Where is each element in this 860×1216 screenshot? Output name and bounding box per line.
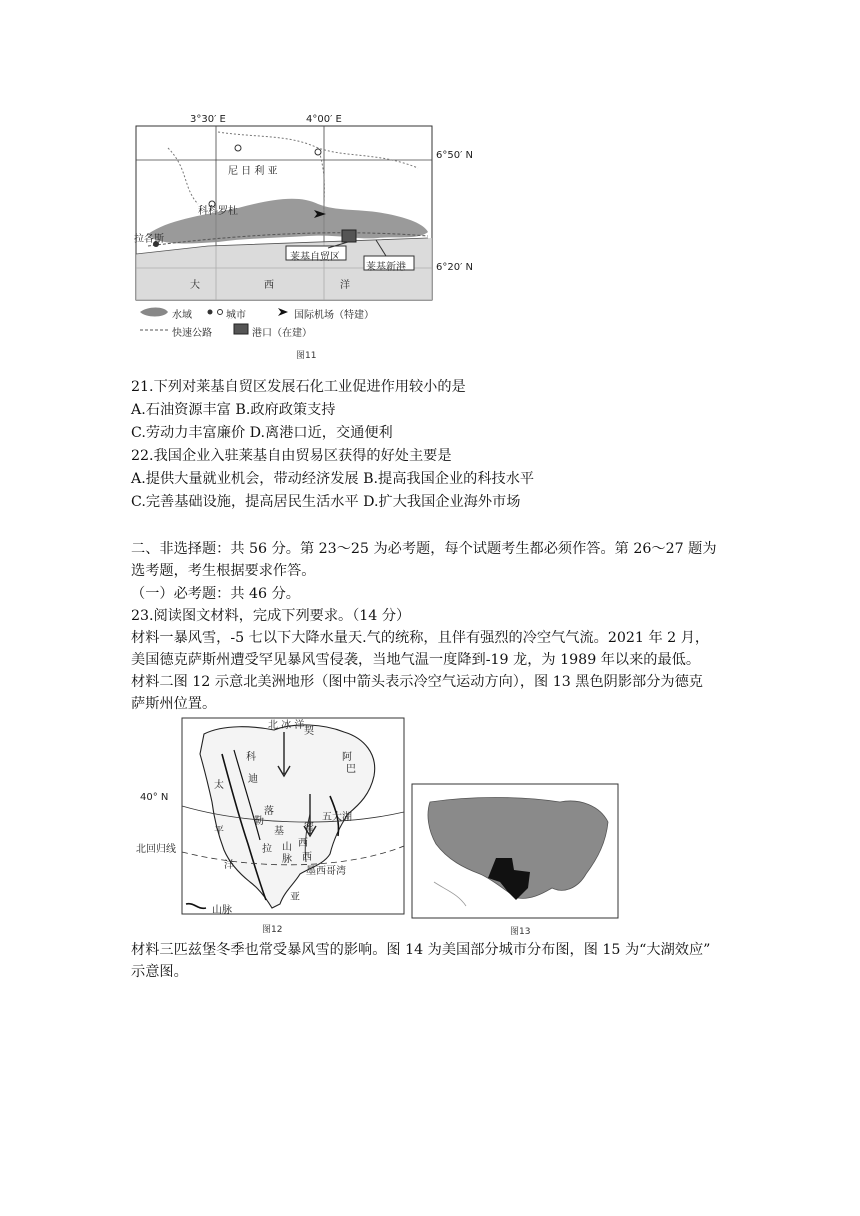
- q23-material2-line2: 萨斯州位置。: [131, 696, 217, 712]
- q21-options-1: A.石油资源丰富 B.政府政策支持: [131, 402, 336, 418]
- fig12-tropic: 北回归线: [136, 844, 176, 855]
- section2-line3: （一）必考题：共 46 分。: [131, 586, 300, 602]
- fig12-cordillera-1: 科: [246, 752, 256, 763]
- fig11-caption: 图11: [296, 351, 317, 361]
- q21-options-2: C.劳动力丰富廉价 D.离港口近，交通便利: [131, 425, 393, 441]
- fig11-legend-water: 水域: [172, 310, 192, 321]
- q22-options-1: A.提供大量就业机会，带动经济发展 B.提高我国企业的科技水平: [131, 471, 535, 487]
- fig12-label-4: 脉: [282, 854, 292, 865]
- fig11-legend-port: 港口（在建）: [252, 328, 312, 339]
- fig12-great-lakes: 五大湖: [322, 812, 352, 823]
- fig11-country: 尼 日 利 亚: [228, 166, 278, 177]
- fig11-lat-top: 6°50′ N: [436, 150, 474, 161]
- fig12-cordillera-2: 迪: [248, 774, 258, 785]
- fig11-lon-right: 4°00′ E: [306, 114, 342, 125]
- fig11-zone-label: 莱基自贸区: [290, 252, 340, 263]
- q23-material1-line2: 美国德克萨斯州遭受罕见暴风雪侵袭，当地气温一度降到-19 龙，为 1989 年以来的最低。: [131, 652, 701, 668]
- fig12-label-5: 拉: [262, 844, 272, 855]
- fig12-label-2: 基: [274, 826, 284, 837]
- fig12-lat40: 40° N: [140, 792, 169, 803]
- fig12-pacific-1: 太: [214, 780, 224, 791]
- fig12-label-8: 契: [304, 726, 314, 737]
- fig12-label-7: 巴: [346, 764, 356, 775]
- fig12-pacific-3: 洋: [224, 860, 234, 871]
- q23-material2-line1: 材料二图 12 示意北美洲地形（图中箭头表示冷空气运动方向），图 13 黑色阴影部分为德克: [131, 674, 703, 690]
- fig12-label-9: 亚: [290, 892, 300, 903]
- fig11-legend-airport: 国际机场（特建）: [294, 310, 374, 321]
- port-icon: [342, 230, 356, 242]
- fig12-gulf: 墨西哥湾: [306, 866, 346, 877]
- fig12-arctic-ocean: 北 冰 洋: [268, 720, 305, 731]
- fig12-label-3: 山: [282, 842, 292, 853]
- fig11-legend-city: 城市: [226, 310, 246, 321]
- fig12-label-6: 阿: [342, 752, 352, 763]
- q22-stem: 22.我国企业入驻莱基自由贸易区获得的好处主要是: [131, 448, 452, 464]
- fig12-river-2: 西: [298, 838, 308, 849]
- figure-13-map: [410, 782, 622, 922]
- fig13-caption: 图13: [510, 927, 531, 937]
- fig11-legend-road: 快速公路: [172, 328, 212, 339]
- q22-options-2: C.完善基础设施，提高居民生活水平 D.扩大我国企业海外市场: [131, 494, 521, 510]
- fig12-river-3: 西: [302, 852, 312, 863]
- q23-material3-line2: 示意图。: [131, 964, 188, 980]
- fig11-ocean-2: 西: [264, 280, 274, 291]
- fig12-cordillera-3: 勒: [254, 816, 264, 827]
- section2-line2: 选考题，考生根据要求作答。: [131, 563, 316, 579]
- q23-material3-line1: 材料三匹兹堡冬季也常受暴风雪的影响。图 14 为美国部分城市分布图，图 15 为“大湖效应”: [131, 942, 711, 958]
- fig11-lat-bottom: 6°20′ N: [436, 262, 474, 273]
- fig11-lon-left: 3°30′ E: [190, 114, 226, 125]
- q23-stem: 23.阅读图文材料，完成下列要求。（14 分）: [131, 608, 411, 624]
- fig11-ocean-1: 大: [190, 280, 200, 291]
- fig12-caption: 图12: [262, 925, 283, 935]
- fig11-city-lagos: 拉各斯: [134, 234, 164, 245]
- fig12-pacific-2: 平: [214, 826, 224, 837]
- fig12-legend-mountains: 山脉: [212, 905, 232, 916]
- section2-line1: 二、非选择题：共 56 分。第 23～25 为必考题，每个试题考生都必须作答。第 26～27 题为: [131, 541, 717, 557]
- fig11-port-label: 莱基新港: [366, 262, 406, 273]
- fig12-label-1: 落: [264, 806, 274, 817]
- fig11-city-kokoroja: 科科罗杜: [198, 206, 238, 217]
- figure-12-map: [134, 714, 410, 936]
- q21-stem: 21.下列对莱基自贸区发展石化工业促进作用较小的是: [131, 379, 466, 395]
- fig12-river-1: 密: [304, 822, 314, 833]
- q23-material1-line1: 材料一暴风雪，-5 七以下大降水量天.气的统称，且伴有强烈的冷空气气流。2021 年 2 月，: [131, 630, 710, 646]
- fig11-ocean-3: 洋: [340, 280, 350, 291]
